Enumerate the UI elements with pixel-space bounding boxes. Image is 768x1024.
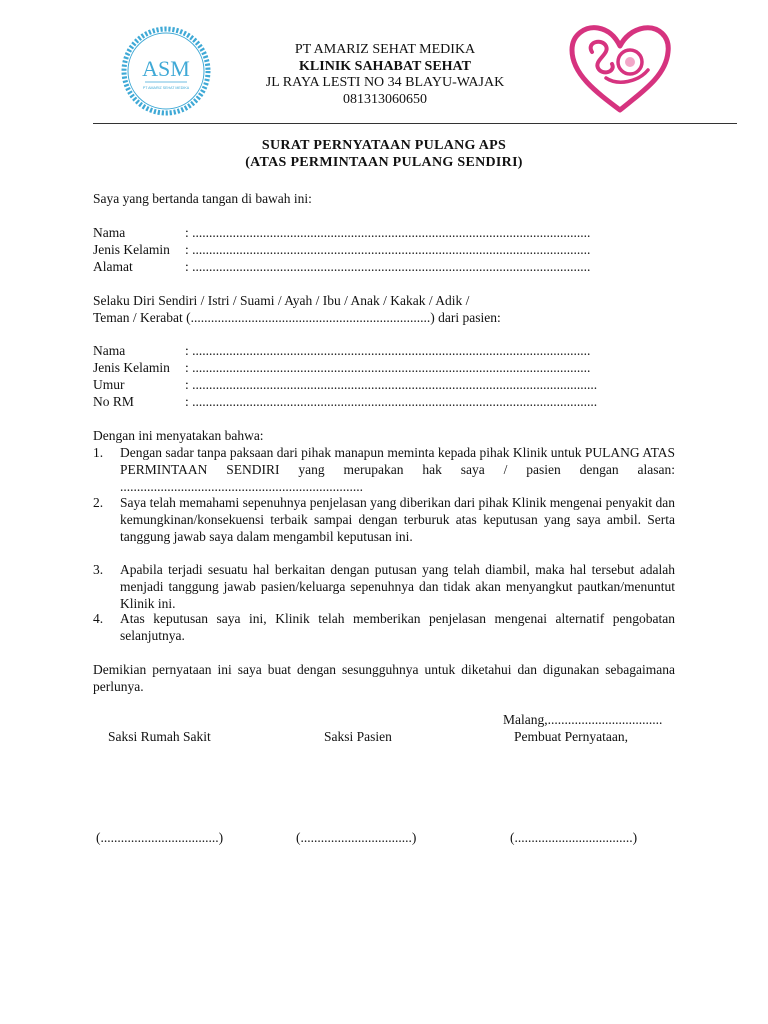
- field-value: : ......................................................................................................................: [185, 360, 591, 375]
- field-value: : ........................................................................................................................: [185, 377, 598, 392]
- patient-witness-label: Saksi Pasien: [324, 729, 392, 744]
- title-line-1: SURAT PERNYATAAN PULANG APS: [261, 138, 507, 153]
- hospital-witness-signature: (...................................): [96, 830, 224, 845]
- patient-field-age: [93, 376, 597, 393]
- signer-field-name: [93, 224, 590, 241]
- field-label: Alamat: [93, 259, 133, 274]
- statement-intro: Dengan ini menyatakan bahwa:: [93, 428, 264, 443]
- asm-logo: [121, 26, 211, 116]
- document-title: [93, 137, 675, 171]
- clinic-name: KLINIK SAHABAT SEHAT: [299, 58, 471, 74]
- field-label: No RM: [93, 394, 134, 409]
- list-item-number: 3.: [93, 562, 104, 577]
- hospital-witness-label: Saksi Rumah Sakit: [108, 729, 211, 744]
- relation-line-2: Teman / Kerabat (.......................................................................) dari pasien:: [93, 310, 501, 325]
- closing-text: Demikian pernyataan ini saya buat dengan sesungguhnya untuk diketahui dan digunakan sebagaimana perlunya.: [93, 662, 675, 694]
- clinic-address: JL RAYA LESTI NO 34 BLAYU-WAJAK: [265, 75, 505, 90]
- field-label: Jenis Kelamin: [93, 360, 170, 375]
- place-date: Malang,..................................: [503, 712, 663, 727]
- patient-field-name: [93, 342, 590, 359]
- signer-field-address: [93, 258, 590, 275]
- list-item-text: Apabila terjadi sesuatu hal berkaitan dengan putusan yang telah diambil, maka hal tersebut adalah menjadi tanggung jawab pasien/keluarga sepenuhnya dan tidak akan menyangkut pautkan/menuntut Klinik ini.: [120, 562, 675, 611]
- patient-field-gender: [93, 359, 590, 376]
- field-value: : ......................................................................................................................: [185, 242, 591, 257]
- field-label: Nama: [93, 343, 126, 358]
- list-item-number: 2.: [93, 495, 104, 510]
- patient-witness-signature: (.................................): [296, 830, 417, 845]
- header-divider: [93, 123, 737, 124]
- list-item-text: Saya telah memahami sepenuhnya penjelasan yang diberikan dari pihak Klinik mengenai penyakit dan kemungkinan/konsekuensi terbaik sampai dengan terburuk atas keputusan yang saya ambil. Serta tanggung jawab saya dalam mengambil keputusan ini.: [120, 495, 675, 544]
- field-value: : ........................................................................................................................: [185, 394, 598, 409]
- list-item-text: Dengan sadar tanpa paksaan dari pihak manapun meminta kepada pihak Klinik untuk PULANG ATAS PERMINTAAN SENDIRI yang merupakan hak saya / pasien dengan alasan: ........................................................................: [120, 445, 675, 494]
- heart-logo: [566, 22, 674, 114]
- signer-field-gender: [93, 241, 590, 258]
- declarant-signature: (...................................): [510, 830, 638, 845]
- declarant-label: Pembuat Pernyataan,: [514, 729, 628, 744]
- list-item-text: Atas keputusan saya ini, Klinik telah memberikan penjelasan mengenai alternatif pengobatan selanjutnya.: [120, 611, 675, 643]
- letterhead: [240, 42, 530, 108]
- patient-field-rm: [93, 393, 597, 410]
- title-line-2: (ATAS PERMINTAAN PULANG SENDIRI): [245, 155, 523, 170]
- company-name: PT AMARIZ SEHAT MEDIKA: [294, 42, 476, 57]
- asm-logo-subtext: PT AMARIZ SEHAT MEDIKA: [142, 86, 190, 90]
- field-label: Nama: [93, 225, 126, 240]
- clinic-phone: 081313060650: [343, 91, 427, 107]
- list-item-number: 1.: [93, 445, 104, 460]
- field-value: : ......................................................................................................................: [185, 259, 591, 274]
- list-item-number: 4.: [93, 611, 104, 626]
- field-value: : ......................................................................................................................: [185, 343, 591, 358]
- field-label: Umur: [93, 377, 125, 392]
- relation-line-1: Selaku Diri Sendiri / Istri / Suami / Ayah / Ibu / Anak / Kakak / Adik /: [93, 293, 470, 308]
- field-value: : ......................................................................................................................: [185, 225, 591, 240]
- field-label: Jenis Kelamin: [93, 242, 170, 257]
- asm-logo-text: ASM: [142, 56, 190, 81]
- intro-text: Saya yang bertanda tangan di bawah ini:: [93, 191, 312, 206]
